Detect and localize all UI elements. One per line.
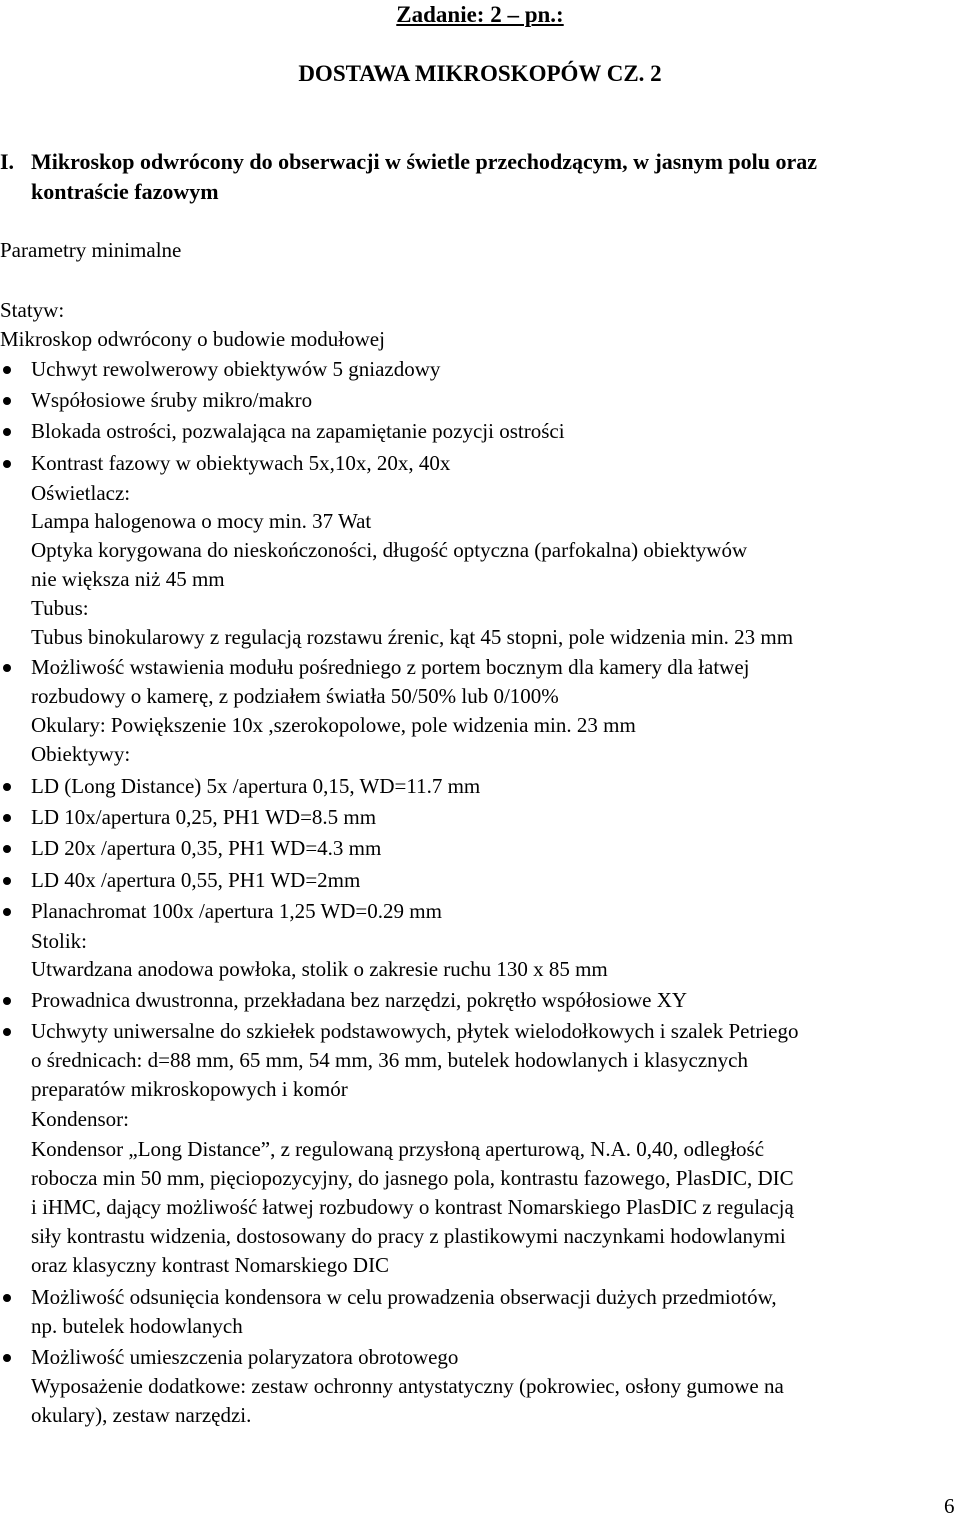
list-item-cont: preparatów mikroskopowych i komór bbox=[31, 1077, 348, 1101]
list-item-cont: np. butelek hodowlanych bbox=[31, 1314, 243, 1338]
bullet-icon bbox=[3, 783, 11, 791]
text-line: Utwardzana anodowa powłoka, stolik o zakresie ruchu 130 x 85 mm bbox=[31, 957, 608, 981]
section-heading-line1: Mikroskop odwrócony do obserwacji w świetle przechodzącym, w jasnym polu oraz bbox=[31, 149, 818, 174]
list-item: Prowadnica dwustronna, przekładana bez narzędzi, pokrętło współosiowe XY bbox=[31, 988, 688, 1012]
label-oswietlacz: Oświetlacz: bbox=[31, 481, 131, 505]
list-item: Możliwość wstawienia modułu pośredniego z portem bocznym dla kamery dla łatwej bbox=[31, 655, 750, 679]
page-number: 6 bbox=[944, 1494, 955, 1518]
text-line: okulary), zestaw narzędzi. bbox=[31, 1403, 252, 1427]
label-stolik: Stolik: bbox=[31, 929, 88, 953]
section-number: I. bbox=[0, 149, 15, 174]
bullet-icon bbox=[3, 664, 11, 672]
text-line: Lampa halogenowa o mocy min. 37 Wat bbox=[31, 509, 372, 533]
list-item: Planachromat 100x /apertura 1,25 WD=0.29 mm bbox=[31, 899, 442, 923]
text-line: Kondensor „Long Distance”, z regulowaną przysłoną aperturową, N.A. 0,40, odległość bbox=[31, 1137, 765, 1161]
list-item-cont: rozbudowy o kamerę, z podziałem światła 50/50% lub 0/100% bbox=[31, 684, 559, 708]
bullet-icon bbox=[3, 460, 11, 468]
text-line: Mikroskop odwrócony o budowie modułowej bbox=[0, 327, 385, 351]
text-line: siły kontrastu widzenia, dostosowany do pracy z plastikowymi naczynkami hodowlanymi bbox=[31, 1224, 786, 1248]
bullet-icon bbox=[3, 1028, 11, 1036]
bullet-icon bbox=[3, 845, 11, 853]
list-item: LD 40x /apertura 0,55, PH1 WD=2mm bbox=[31, 868, 361, 892]
list-item: Uchwyty uniwersalne do szkiełek podstawowych, płytek wielodołkowych i szalek Petriego bbox=[31, 1019, 799, 1043]
list-item: Kontrast fazowy w obiektywach 5x,10x, 20x, 40x bbox=[31, 451, 451, 475]
list-item: Możliwość odsunięcia kondensora w celu prowadzenia obserwacji dużych przedmiotów, bbox=[31, 1285, 777, 1309]
list-item: Możliwość umieszczenia polaryzatora obrotowego bbox=[31, 1345, 459, 1369]
bullet-icon bbox=[3, 366, 11, 374]
list-item: Blokada ostrości, pozwalająca na zapamiętanie pozycji ostrości bbox=[31, 419, 565, 443]
list-item: LD (Long Distance) 5x /apertura 0,15, WD=11.7 mm bbox=[31, 774, 481, 798]
label-tubus: Tubus: bbox=[31, 596, 89, 620]
text-line: robocza min 50 mm, pięciopozycyjny, do jasnego pola, kontrastu fazowego, PlasDIC, DIC bbox=[31, 1166, 794, 1190]
list-item: LD 20x /apertura 0,35, PH1 WD=4.3 mm bbox=[31, 836, 382, 860]
text-line: nie większa niż 45 mm bbox=[31, 567, 225, 591]
text-line: oraz klasyczny kontrast Nomarskiego DIC bbox=[31, 1253, 390, 1277]
section-heading-line2: kontraście fazowym bbox=[31, 179, 219, 204]
bullet-icon bbox=[3, 428, 11, 436]
label-kondensor: Kondensor: bbox=[31, 1107, 129, 1131]
list-item: LD 10x/apertura 0,25, PH1 WD=8.5 mm bbox=[31, 805, 377, 829]
text-line: Okulary: Powiększenie 10x ,szerokopolowe, pole widzenia min. 23 mm bbox=[31, 713, 636, 737]
bullet-icon bbox=[3, 908, 11, 916]
text-line: Wyposażenie dodatkowe: zestaw ochronny antystatyczny (pokrowiec, osłony gumowe na bbox=[31, 1374, 784, 1398]
params-label: Parametry minimalne bbox=[0, 238, 182, 262]
task-title: Zadanie: 2 – pn.: bbox=[396, 2, 564, 27]
text-line: Tubus binokularowy z regulacją rozstawu źrenic, kąt 45 stopni, pole widzenia min. 23 mm bbox=[31, 625, 794, 649]
list-item-cont: o średnicach: d=88 mm, 65 mm, 54 mm, 36 mm, butelek hodowlanych i klasycznych bbox=[31, 1048, 748, 1072]
bullet-icon bbox=[3, 397, 11, 405]
label-statyw: Statyw: bbox=[0, 298, 65, 322]
bullet-icon bbox=[3, 1294, 11, 1302]
bullet-icon bbox=[3, 877, 11, 885]
list-item: Uchwyt rewolwerowy obiektywów 5 gniazdowy bbox=[31, 357, 441, 381]
text-line: i iHMC, dający możliwość łatwej rozbudowy o kontrast Nomarskiego PlasDIC z regulacją bbox=[31, 1195, 794, 1219]
document-title: DOSTAWA MIKROSKOPÓW CZ. 2 bbox=[298, 61, 662, 86]
label-obiektywy: Obiektywy: bbox=[31, 742, 131, 766]
bullet-icon bbox=[3, 997, 11, 1005]
bullet-icon bbox=[3, 1354, 11, 1362]
list-item: Współosiowe śruby mikro/makro bbox=[31, 388, 313, 412]
bullet-icon bbox=[3, 814, 11, 822]
text-line: Optyka korygowana do nieskończoności, długość optyczna (parfokalna) obiektywów bbox=[31, 538, 748, 562]
